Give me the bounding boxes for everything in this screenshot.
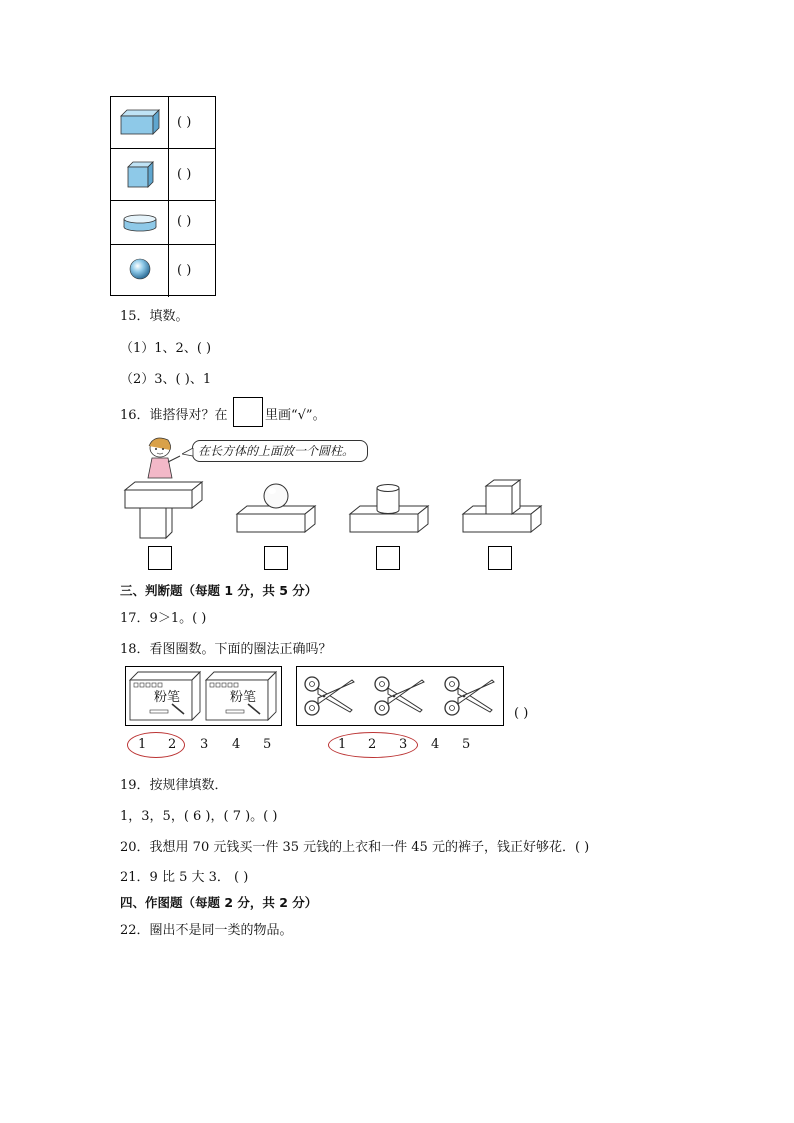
q21-text: 21．9 比 5 大 3． ( )	[120, 870, 249, 885]
shapes-table	[110, 96, 216, 296]
cuboid-icon	[111, 97, 169, 149]
number-left: 5	[263, 737, 272, 752]
answer-blank[interactable]: ( )	[177, 214, 192, 229]
answer-blank[interactable]: ( )	[177, 263, 192, 278]
q15-line1: （1）1、2、( )	[120, 341, 212, 356]
number-right: 4	[431, 737, 440, 752]
shapes-row	[111, 149, 215, 201]
number-right: 5	[462, 737, 471, 752]
answer-checkbox[interactable]	[148, 546, 172, 570]
chalk-boxes	[128, 668, 280, 724]
shape-cell	[111, 245, 169, 297]
sphere-icon	[111, 245, 169, 297]
cube-icon	[111, 149, 169, 201]
number-left: 4	[232, 737, 241, 752]
shape-cell	[111, 97, 169, 148]
number-right: 1	[338, 737, 347, 752]
speech-tail	[182, 448, 194, 458]
answer-blank[interactable]: ( )	[177, 167, 192, 182]
scissors-icon	[445, 677, 494, 715]
answer-checkbox[interactable]	[488, 546, 512, 570]
chalk-label: 粉笔	[230, 690, 257, 705]
q15-line2: （2）3、( )、1	[120, 372, 212, 387]
option-cylinder-on-cuboid	[350, 485, 428, 533]
number-left: 1	[138, 737, 147, 752]
q16-instruction-box	[233, 397, 263, 427]
number-left: 3	[200, 737, 209, 752]
q18-text: 18．看图圈数。下面的圈法正确吗？	[120, 642, 332, 657]
shapes-row	[111, 201, 215, 245]
red-circle-left	[127, 732, 185, 758]
q16-suffix: 里画“√”。	[265, 408, 326, 423]
speech-text: 在长方体的上面放一个圆柱。	[198, 444, 355, 458]
section3-title: 三、判断题（每题 1 分，共 5 分）	[120, 583, 318, 598]
number-right: 2	[368, 737, 377, 752]
scissors-group	[300, 672, 500, 722]
cylinder-icon	[111, 201, 169, 245]
option-sphere-on-cuboid	[237, 484, 315, 532]
chalk-label: 粉笔	[154, 690, 181, 705]
q17-text: 17．9＞1。( )	[120, 611, 207, 626]
q15-title: 15．填数。	[120, 309, 189, 324]
q16-prefix: 16．谁搭得对？在	[120, 408, 228, 423]
q22-text: 22．圈出不是同一类的物品。	[120, 923, 293, 938]
option-cuboid-on-cube	[125, 482, 202, 538]
scissors-icon	[305, 677, 354, 715]
shape-cell	[111, 201, 169, 244]
answer-checkbox[interactable]	[264, 546, 288, 570]
answer-checkbox[interactable]	[376, 546, 400, 570]
q20-text: 20．我想用 70 元钱买一件 35 元钱的上衣和一件 45 元的裤子，钱正好够花．( )	[120, 840, 590, 855]
q19-text: 19．按规律填数．	[120, 778, 228, 793]
shapes-row	[111, 245, 215, 297]
answer-blank[interactable]: ( )	[177, 115, 192, 130]
q18-answer[interactable]: ( )	[514, 706, 529, 721]
scissors-icon	[375, 677, 424, 715]
constructions	[120, 478, 550, 540]
number-left: 2	[168, 737, 177, 752]
option-cube-on-cuboid	[463, 480, 541, 532]
q19-sequence: 1，3，5，( 6 )，( 7 )。( )	[120, 809, 278, 824]
section4-title: 四、作图题（每题 2 分，共 2 分）	[120, 895, 318, 910]
shape-cell	[111, 149, 169, 200]
shapes-row	[111, 97, 215, 149]
number-right: 3	[399, 737, 408, 752]
